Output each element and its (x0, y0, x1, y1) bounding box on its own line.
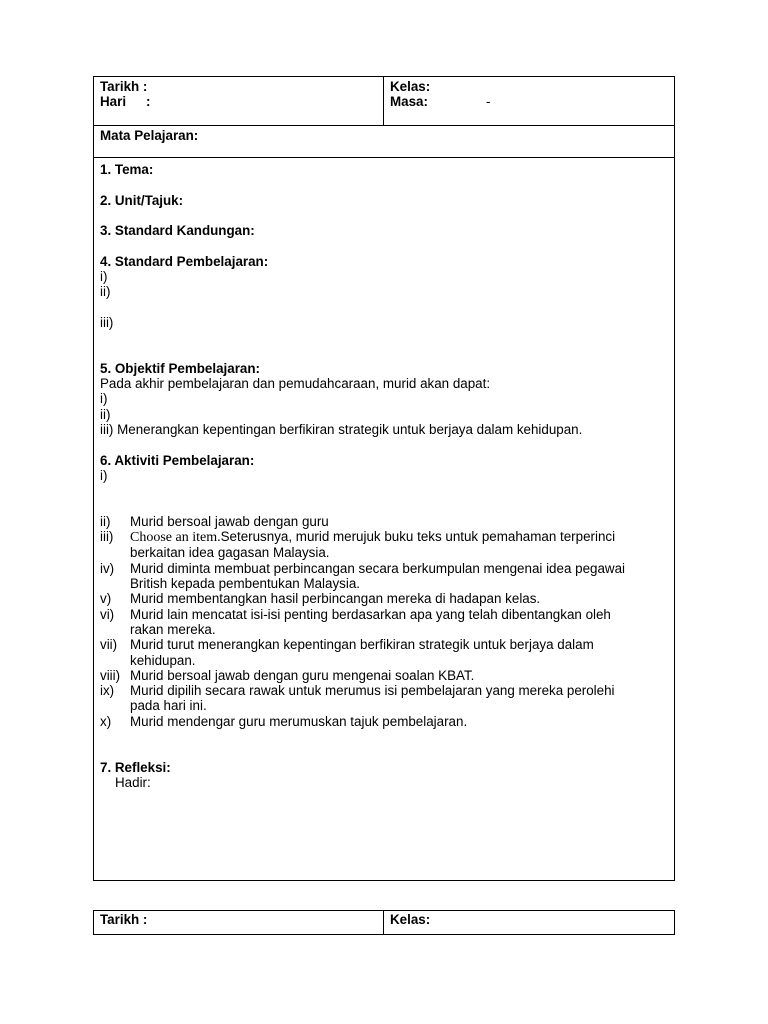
aktiviti-list (100, 514, 668, 729)
sp-item: i) (100, 269, 108, 285)
next-kelas-label: Kelas: (390, 912, 431, 927)
standard-kandungan-heading: 3. Standard Kandungan: (100, 223, 255, 239)
refleksi-heading: 7. Refleksi: (100, 759, 171, 775)
next-lesson-table (93, 910, 675, 935)
date-day-cell (94, 77, 384, 125)
masa-value: - (485, 94, 491, 110)
objektif-item: i) (100, 391, 108, 407)
aktiviti-item: iii) Choose an item.Seterusnya, murid merujuk buku teks untuk pemahaman terperinci berkaitan idea gagasan Malaysia. (100, 529, 616, 561)
unit-heading: 2. Unit/Tajuk: (100, 192, 184, 208)
next-header-row (94, 911, 674, 934)
aktiviti-item: viii) Murid bersoal jawab dengan guru mengenai soalan KBAT. (100, 667, 475, 683)
sp-item: ii) (100, 284, 111, 300)
objektif-item: iii) Menerangkan kepentingan berfikiran strategik untuk berjaya dalam kehidupan. (100, 422, 583, 438)
objektif-intro: Pada akhir pembelajaran dan pemudahcaraan, murid akan dapat: (100, 376, 491, 392)
hari-colon: : (146, 94, 151, 110)
aktiviti-item: ix) Murid dipilih secara rawak untuk merumus isi pembelajaran yang mereka perolehi pada hari ini. (100, 683, 615, 714)
next-tarikh-label: Tarikh : (94, 911, 384, 934)
aktiviti-item: iv) Murid diminta membuat perbincangan secara berkumpulan mengenai idea pegawai British kepada pembentukan Malaysia. (100, 560, 626, 592)
lesson-plan-table (93, 76, 675, 881)
hadir-label: Hadir: (115, 774, 151, 790)
tema-heading: 1. Tema: (100, 162, 154, 177)
choose-an-item-control[interactable]: Choose an item. (130, 530, 221, 546)
aktiviti-item: vii) Murid turut menerangkan kepentingan berfikiran strategik untuk berjaya dalam kehidupan. (100, 637, 594, 668)
aktiviti-item: ii) Murid bersoal jawab dengan guru (100, 513, 329, 529)
objektif-heading: 5. Objektif Pembelajaran: (100, 360, 261, 376)
hari-label: Hari (100, 94, 127, 110)
objektif-item: ii) (100, 406, 111, 422)
masa-label: Masa: (390, 94, 428, 110)
content-row (94, 158, 674, 790)
class-time-cell (384, 77, 674, 125)
kelas-label: Kelas: (390, 79, 431, 94)
tarikh-label: Tarikh : (100, 79, 148, 94)
aktiviti-item: v) Murid membentangkan hasil perbincangan mereka di hadapan kelas. (100, 591, 541, 607)
aktiviti-item: vi) Murid lain mencatat isi-isi penting berdasarkan apa yang telah dibentangkan oleh rakan mereka. (100, 606, 611, 637)
standard-pembelajaran-heading: 4. Standard Pembelajaran: (100, 253, 269, 269)
aktiviti-item: x) Murid mendengar guru merumuskan tajuk pembelajaran. (100, 713, 468, 729)
sp-item: iii) (100, 314, 114, 330)
header-row (94, 77, 674, 126)
lesson-content (94, 158, 674, 790)
subject-row (94, 126, 674, 158)
aktiviti-item: i) (100, 467, 108, 483)
mata-pelajaran-label: Mata Pelajaran: (100, 128, 199, 143)
aktiviti-heading: 6. Aktiviti Pembelajaran: (100, 452, 255, 468)
